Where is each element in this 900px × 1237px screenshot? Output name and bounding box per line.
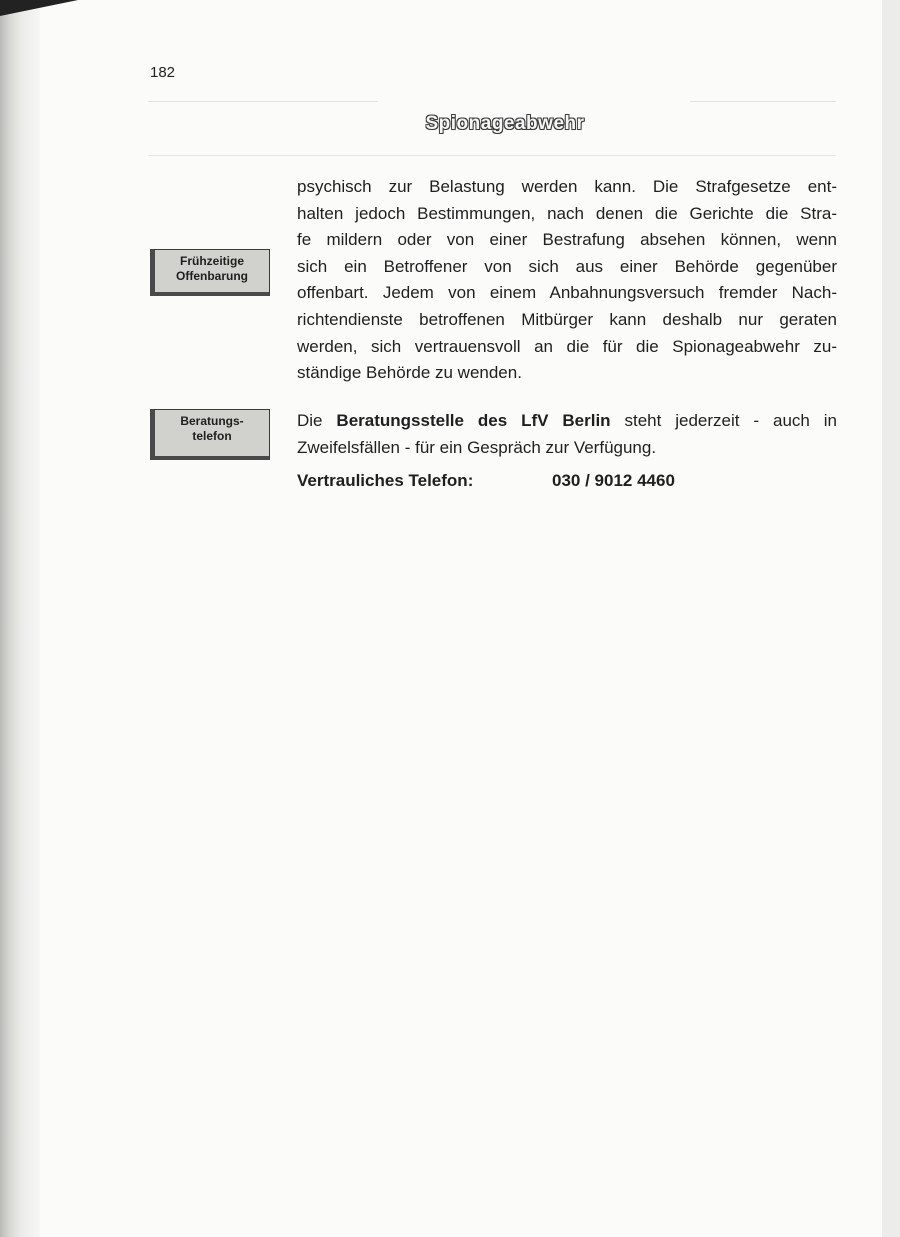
counseling-office-name: Beratungsstelle des LfV Berlin [336,411,611,430]
page-number: 182 [150,64,176,81]
margin-note-line: Beratungs- [180,414,244,428]
paragraph-line: fe mildern oder von einer Bestrafung absehen können, wenn [297,230,837,250]
title-rule [148,155,836,156]
paragraph-line: offenbart. Jedem von einem Anbahnungsversuch fremder Nach- [297,283,837,303]
paragraph-line-1 [297,408,837,435]
margin-note-line: Frühzeitige [179,254,244,268]
phone-label: Vertrauliches Telefon: [297,471,474,490]
paragraph-line: ständige Behörde zu wenden. [297,363,522,383]
paragraph-line: psychisch zur Belastung werden kann. Die Strafgesetze ent- [297,177,837,196]
paragraph-disclosure [297,174,837,387]
binding-shadow [0,0,40,1237]
paragraph-line: sich ein Betroffener von sich aus einer Behörde gegenüber [297,256,837,276]
paragraph-line: richtendienste betroffenen Mitbürger kann deshalb nur geraten [297,309,837,329]
text-run: steht jederzeit - auch in [610,411,837,430]
phone-number[interactable]: 030 / 9012 4460 [552,471,675,490]
paragraph-counseling [297,408,837,461]
margin-note-advice-phone [150,409,270,460]
page-title: Spionageabwehr [425,113,585,134]
margin-note-early-disclosure [150,249,270,296]
text-run: Die [297,411,337,430]
margin-note-line: Offenbarung [176,269,248,283]
page-corner-mark [0,0,78,16]
paragraph-line: werden, sich vertrauensvoll an die für die Spionageabwehr zu- [297,336,837,356]
header-rule-left [148,101,378,102]
paragraph-line: halten jedoch Bestimmungen, nach denen die Gerichte die Stra- [297,203,837,223]
header-rule-right [690,101,836,102]
margin-note-line: telefon [192,429,232,443]
paragraph-line-2: Zweifelsfällen - für ein Gespräch zur Verfügung. [297,437,657,457]
